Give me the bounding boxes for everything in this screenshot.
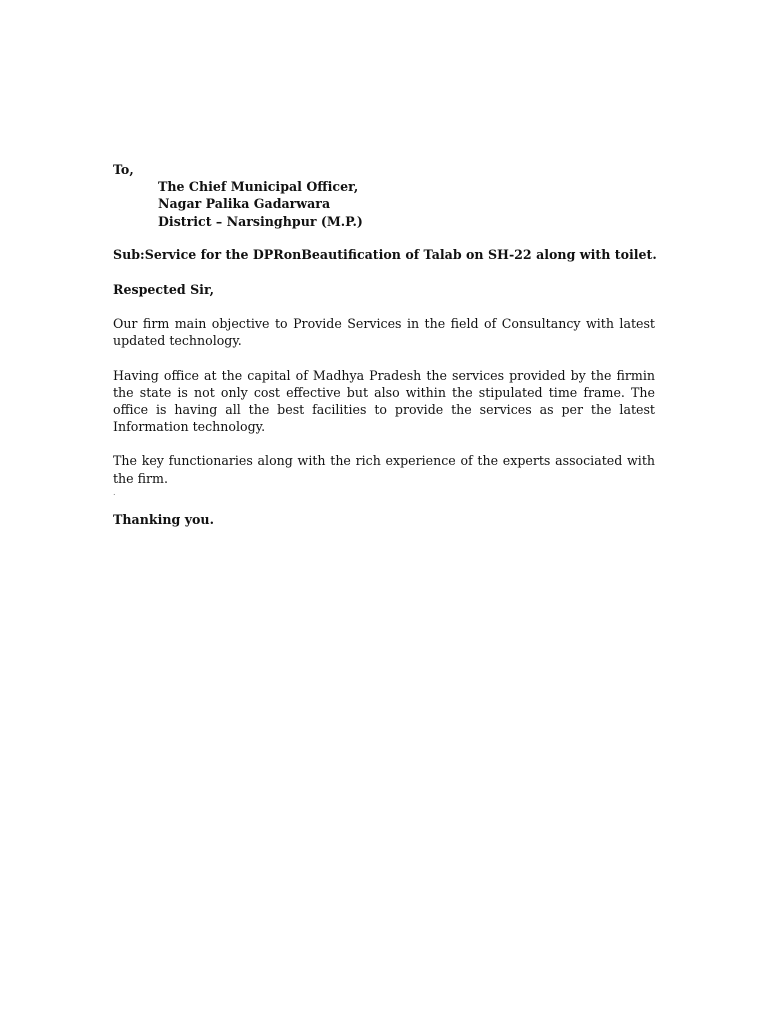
paragraph-objective: Our firm main objective to Provide Services in the field of Consultancy with latest updated technology. (113, 316, 655, 349)
letter-body (113, 161, 655, 528)
paragraph-functionaries: The key functionaries along with the rich experience of the experts associated with the firm. (113, 453, 655, 486)
paragraph-office: Having office at the capital of Madhya Pradesh the services provided by the firmin the state is not only cost effective but also within the stipulated time frame. The office is having all the best facilities to provide the services as per the latest Information technology. (113, 367, 655, 435)
stray-mark: . (113, 487, 116, 497)
subject-line (113, 246, 655, 263)
recipient-to: To, (113, 162, 134, 177)
subject-text: Service for the DPRonBeautification of Talab on SH-22 along with toilet. (144, 246, 657, 262)
address-line: The Chief Municipal Officer, (158, 179, 359, 195)
salutation: Respected Sir, (113, 282, 215, 298)
closing: Thanking you. (113, 511, 214, 527)
address-line: District – Narsinghpur (M.P.) (158, 213, 363, 229)
subject-label: Sub: (113, 246, 145, 262)
address-line: Nagar Palika Gadarwara (158, 196, 331, 212)
recipient-address (158, 178, 655, 230)
